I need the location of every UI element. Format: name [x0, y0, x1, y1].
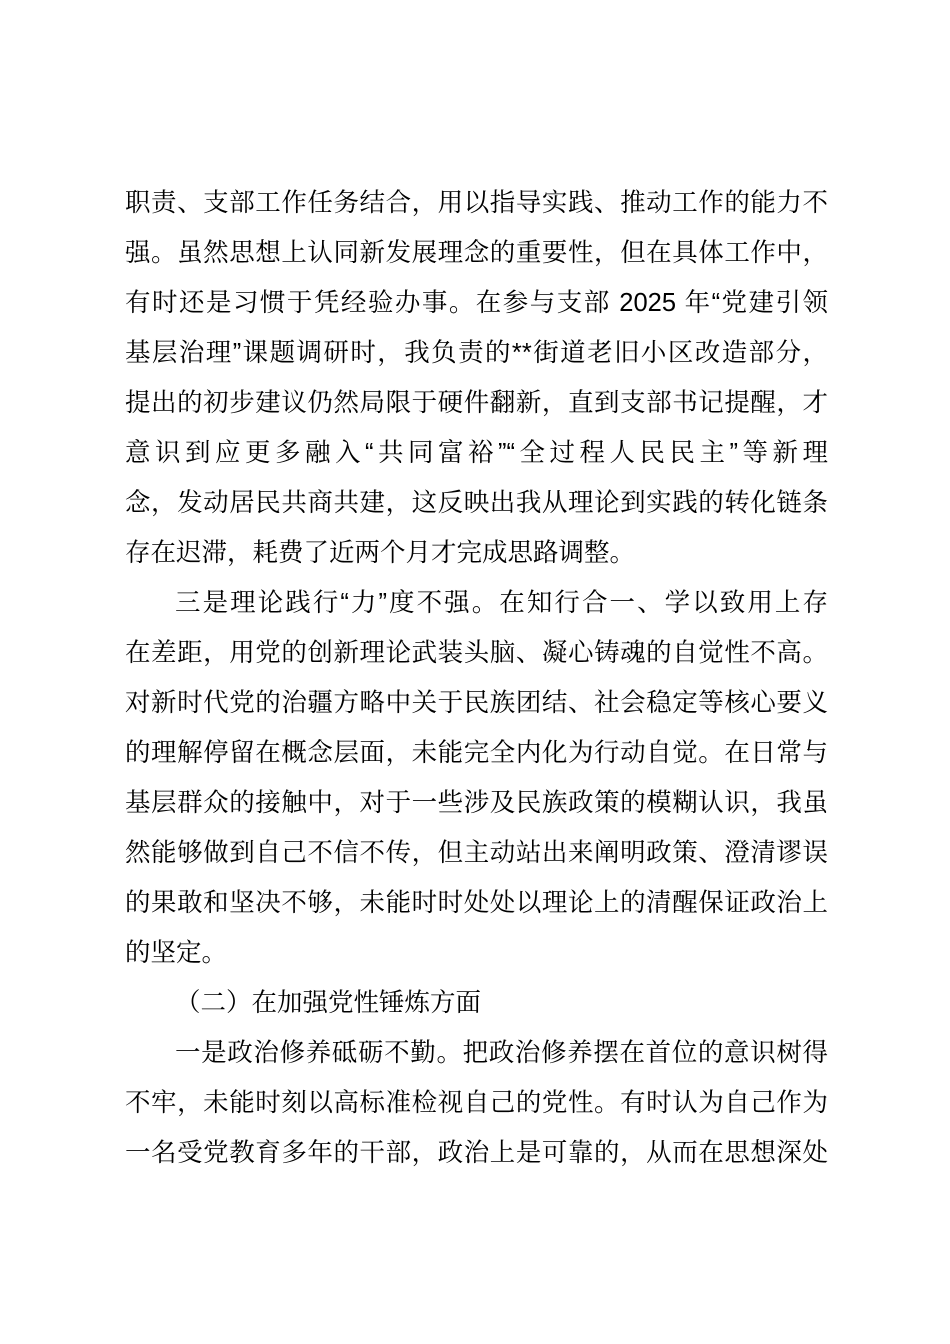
text-line: 三是理论践行“力”度不强。在知行合一、学以致用上存 [175, 589, 828, 617]
document-text-block [125, 178, 828, 1178]
text-line: 有时还是习惯于凭经验办事。在参与支部 2025 年“党建引领 [125, 289, 828, 317]
text-line: 对新时代党的治疆方略中关于民族团结、社会稳定等核心要义 [125, 689, 828, 717]
text-line: 强。虽然思想上认同新发展理念的重要性，但在具体工作中， [125, 239, 828, 267]
text-line: 意识到应更多融入“共同富裕”“全过程人民民主”等新理 [125, 439, 828, 467]
text-line: 存在迟滞，耗费了近两个月才完成思路调整。 [125, 539, 636, 567]
text-line: 基层治理”课题调研时，我负责的**街道老旧小区改造部分， [125, 339, 828, 367]
text-line: 不牢，未能时刻以高标准检视自己的党性。有时认为自己作为 [125, 1089, 828, 1117]
text-line: 一是政治修养砥砺不勤。把政治修养摆在首位的意识树得 [175, 1039, 828, 1067]
text-line: 的坚定。 [125, 939, 228, 967]
text-line: 然能够做到自己不信不传，但主动站出来阐明政策、澄清谬误 [125, 839, 828, 867]
text-line: 一名受党教育多年的干部，政治上是可靠的，从而在思想深处 [125, 1139, 828, 1167]
text-line: 提出的初步建议仍然局限于硬件翻新，直到支部书记提醒，才 [125, 389, 828, 417]
text-line: 在差距，用党的创新理论武装头脑、凝心铸魂的自觉性不高。 [125, 639, 828, 667]
text-line: 念，发动居民共商共建，这反映出我从理论到实践的转化链条 [125, 489, 828, 517]
text-line: （二）在加强党性锤炼方面 [175, 989, 482, 1017]
text-line: 基层群众的接触中，对于一些涉及民族政策的模糊认识，我虽 [125, 789, 828, 817]
text-line: 的理解停留在概念层面，未能完全内化为行动自觉。在日常与 [125, 739, 828, 767]
text-line: 职责、支部工作任务结合，用以指导实践、推动工作的能力不 [125, 189, 828, 217]
text-line: 的果敢和坚决不够，未能时时处处以理论上的清醒保证政治上 [125, 889, 828, 917]
